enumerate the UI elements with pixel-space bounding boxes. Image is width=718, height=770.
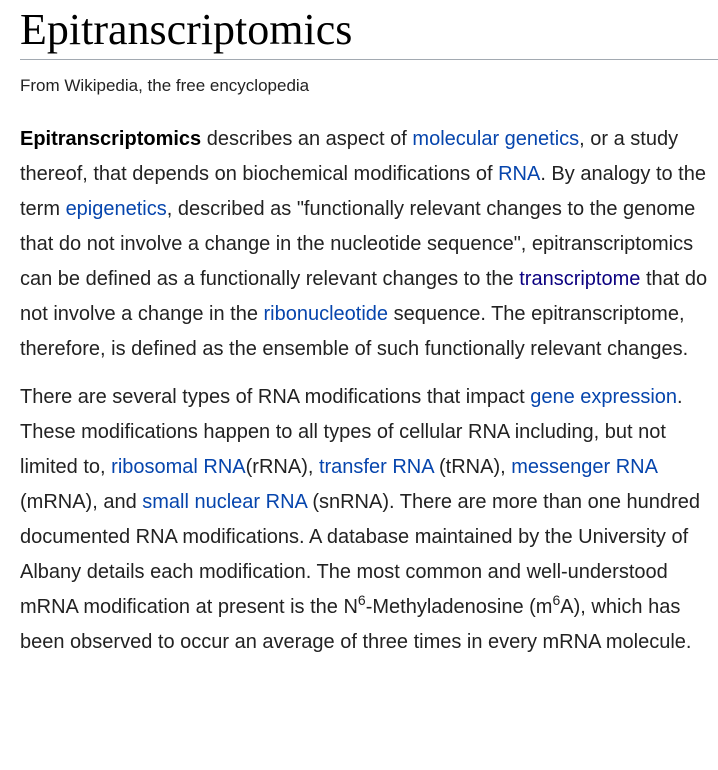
link-messenger-rna[interactable]: messenger RNA bbox=[511, 455, 657, 478]
superscript-six: 6 bbox=[552, 591, 561, 608]
link-transfer-rna[interactable]: transfer RNA bbox=[318, 455, 434, 478]
link-gene-expression[interactable]: gene expression bbox=[530, 385, 678, 408]
title-divider bbox=[20, 59, 718, 60]
text-run: . By analogy to the term bbox=[20, 162, 706, 220]
link-transcriptome[interactable]: transcriptome bbox=[519, 267, 641, 290]
intro-paragraph bbox=[20, 122, 710, 367]
text-run: (rRNA), bbox=[245, 455, 319, 478]
text-run: (snRNA). There are more than one hundred documented RNA modifications. A database maintained by the University of Albany details each modification. The most common and well-understood mRNA modification at present is the N bbox=[20, 490, 700, 618]
link-epigenetics[interactable]: epigenetics bbox=[65, 197, 167, 220]
text-run: (tRNA), bbox=[433, 455, 512, 478]
text-run: (mRNA), and bbox=[20, 490, 143, 513]
link-ribonucleotide[interactable]: ribonucleotide bbox=[263, 302, 389, 325]
superscript-six: 6 bbox=[357, 591, 366, 608]
bold-term: Epitranscriptomics bbox=[20, 127, 202, 150]
text-run: that do not involve a change in the bbox=[20, 267, 708, 325]
text-run: A), which has been observed to occur an average of three times in every mRNA molecule. bbox=[20, 595, 692, 653]
link-ribosomal-rna[interactable]: ribosomal RNA bbox=[111, 455, 246, 478]
site-tagline: From Wikipedia, the free encyclopedia bbox=[20, 75, 310, 95]
link-rna[interactable]: RNA bbox=[498, 162, 541, 185]
text-run: There are several types of RNA modifications that impact bbox=[20, 385, 531, 408]
text-run: -Methyladenosine (m bbox=[365, 595, 553, 618]
link-molecular-genetics[interactable]: molecular genetics bbox=[412, 127, 580, 150]
text-run: , or a study thereof, that depends on biochemical modifications of bbox=[20, 127, 679, 185]
text-run: . These modifications happen to all types of cellular RNA including, but not limited to, bbox=[20, 385, 683, 478]
modifications-paragraph bbox=[20, 380, 710, 660]
text-run: describes an aspect of bbox=[201, 127, 413, 150]
link-small-nuclear-rna[interactable]: small nuclear RNA bbox=[142, 490, 307, 513]
text-run: , described as "functionally relevant changes to the genome that do not involve a change in the nucleotide sequence", epitranscriptomics can be defined as a functionally relevant changes to the bbox=[20, 197, 696, 290]
page-title: Epitranscriptomics bbox=[20, 5, 353, 54]
text-run: sequence. The epitranscriptome, therefore, is defined as the ensemble of such functionally relevant changes. bbox=[20, 302, 689, 360]
